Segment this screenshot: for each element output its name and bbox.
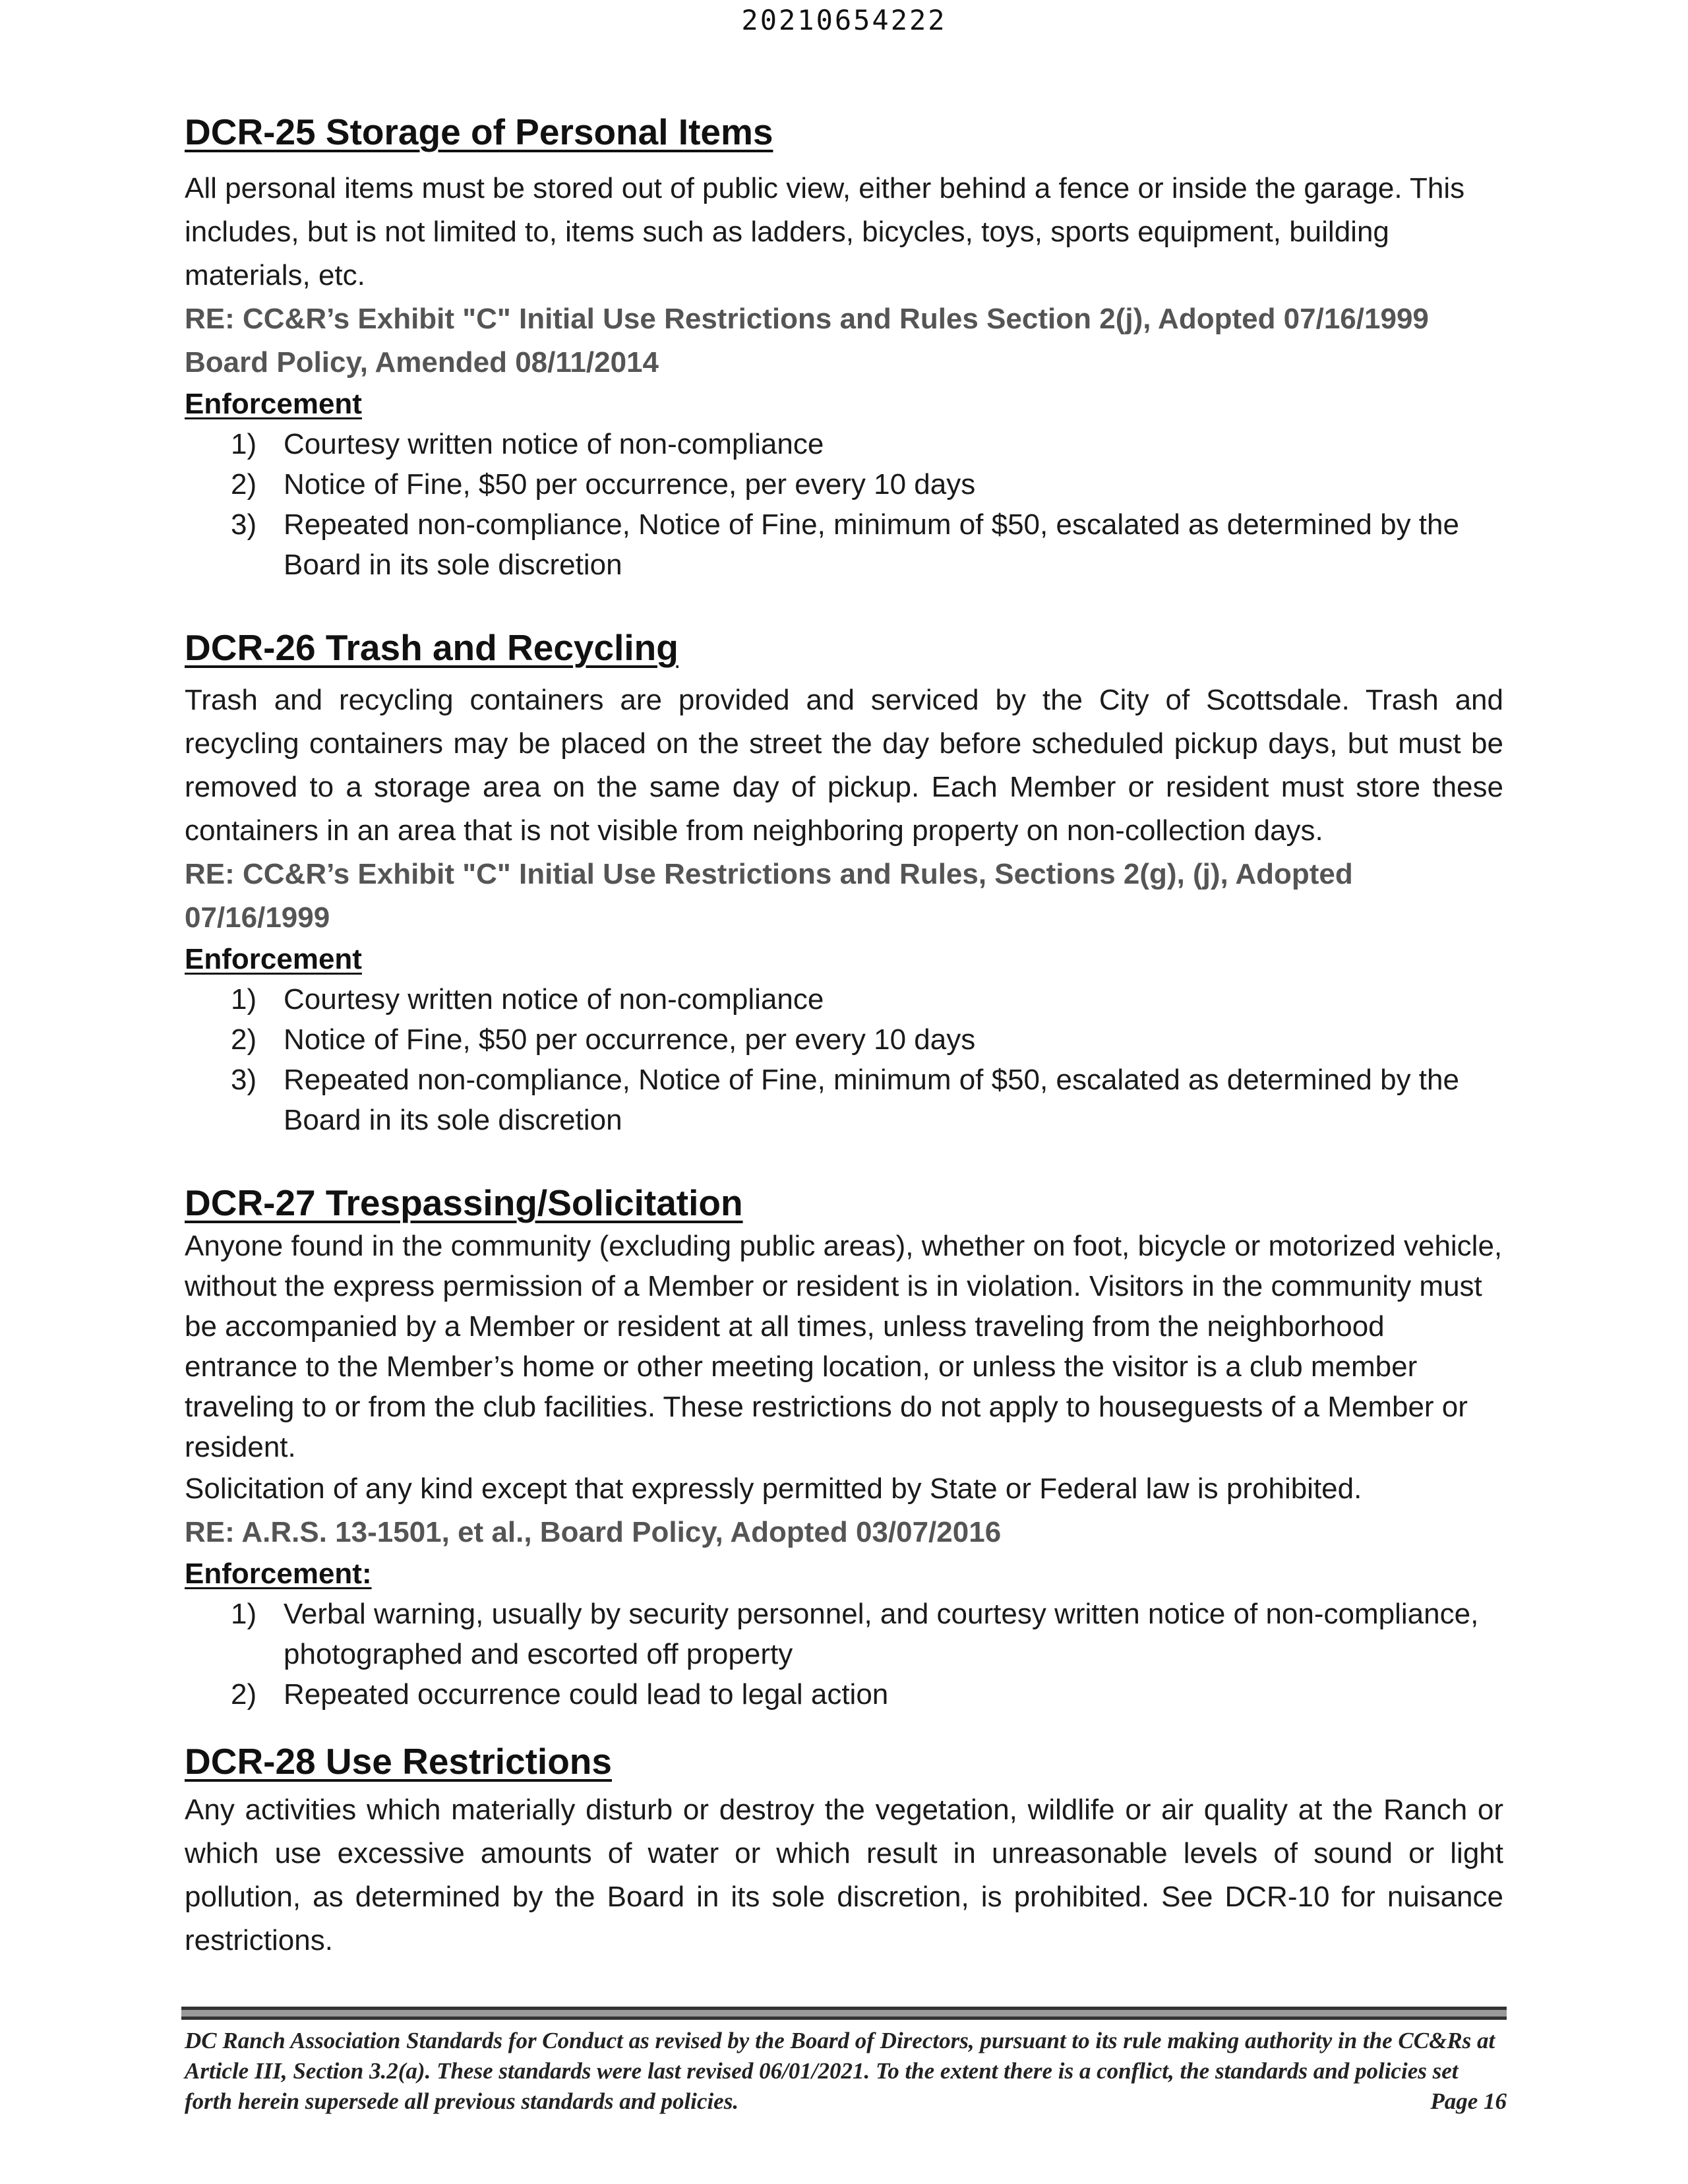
list-text: Courtesy written notice of non-compliance: [284, 983, 824, 1016]
section-paragraph: Trash and recycling containers are provided and serviced by the City of Scottsdale. Trash and recycling containers may be placed on the street the day before scheduled pickup days, but must be removed to a storage area on the same day of pickup. Each Member or resident must store these containers in an area that is not visible from neighboring property on non-collection days.: [185, 684, 1503, 847]
section-paragraph: All personal items must be stored out of public view, either behind a fence or inside the garage. This includes, but is not limited to, items such as ladders, bicycles, toys, sports equipment, building materials, etc.: [185, 172, 1465, 291]
list-item: [231, 979, 1503, 1019]
footer-text: DC Ranch Association Standards for Conduct as revised by the Board of Directors, pursuant to its rule making authority in the CC&Rs at Article III, Section 3.2(a). These standards were last revised 06/01/2021. To the extent there is a conflict, the standards and policies set forth herein supersede all previous standards and policies.: [185, 2028, 1495, 2114]
document-number: 20210654222: [741, 4, 947, 36]
enforcement-heading: Enforcement: [185, 943, 362, 975]
list-number: 1): [231, 1598, 257, 1630]
section-paragraph: Solicitation of any kind except that expressly permitted by State or Federal law is prohibited.: [185, 1472, 1362, 1505]
list-item: [231, 1674, 1503, 1714]
section-title: DCR-28 Use Restrictions: [185, 1741, 612, 1782]
list-number: 2): [231, 1678, 257, 1711]
list-text: Courtesy written notice of non-compliance: [284, 428, 824, 460]
list-item: [231, 504, 1503, 585]
list-item: [231, 1060, 1503, 1140]
list-number: 3): [231, 508, 257, 541]
enforcement-list: [185, 424, 1503, 585]
list-item: [231, 464, 1503, 504]
list-number: 1): [231, 428, 257, 460]
page-content: [185, 109, 1503, 1962]
section-paragraph: Any activities which materially disturb or destroy the vegetation, wildlife or air quality at the Ranch or which use excessive amounts of water or which result in unreasonable levels of sound or light pollution, as determined by the Board in its sole discretion, is prohibited. See DCR-10 for nuisance restrictions.: [185, 1794, 1503, 1957]
list-number: 3): [231, 1064, 257, 1096]
list-text: Repeated occurrence could lead to legal action: [284, 1678, 889, 1711]
list-number: 2): [231, 468, 257, 501]
list-item: [231, 1019, 1503, 1060]
section-dcr-27: [185, 1180, 1503, 1714]
reference-line: RE: A.R.S. 13-1501, et al., Board Policy, Adopted 03/07/2016: [185, 1516, 1002, 1548]
section-dcr-25: [185, 109, 1503, 585]
list-text: Repeated non-compliance, Notice of Fine, minimum of $50, escalated as determined by the Board in its sole discretion: [284, 508, 1459, 581]
reference-line: Board Policy, Amended 08/11/2014: [185, 346, 659, 379]
list-text: Verbal warning, usually by security personnel, and courtesy written notice of non-compliance, photographed and escorted off property: [284, 1598, 1479, 1670]
reference-line: RE: CC&R’s Exhibit "C" Initial Use Restrictions and Rules Section 2(j), Adopted 07/16/1999: [185, 303, 1429, 335]
list-item: [231, 1594, 1503, 1674]
section-dcr-26: [185, 624, 1503, 1140]
page-number: Page 16: [1430, 2088, 1507, 2114]
footer-divider: [181, 2007, 1507, 2020]
enforcement-heading: Enforcement: [185, 388, 362, 420]
section-title: DCR-27 Trespassing/Solicitation: [185, 1182, 743, 1223]
list-text: Notice of Fine, $50 per occurrence, per every 10 days: [284, 468, 976, 501]
section-paragraph: Anyone found in the community (excluding public areas), whether on foot, bicycle or motorized vehicle, without the express permission of a Member or resident is in violation. Visitors in the community must be accompanied by a Member or resident at all times, unless traveling from the neighborhood entrance to the Member’s home or other meeting location, or unless the visitor is a club member traveling to or from the club facilities. These restrictions do not apply to houseguests of a Member or resident.: [185, 1230, 1503, 1463]
enforcement-list: [185, 1594, 1503, 1714]
section-dcr-28: [185, 1738, 1503, 1962]
enforcement-list: [185, 979, 1503, 1140]
enforcement-heading: Enforcement:: [185, 1558, 372, 1590]
section-title: DCR-26 Trash and Recycling: [185, 627, 678, 668]
reference-line: RE: CC&R’s Exhibit "C" Initial Use Restrictions and Rules, Sections 2(g), (j), Adopted 07/16/1999: [185, 858, 1353, 934]
list-text: Repeated non-compliance, Notice of Fine, minimum of $50, escalated as determined by the Board in its sole discretion: [284, 1064, 1459, 1136]
list-item: [231, 424, 1503, 464]
list-number: 1): [231, 983, 257, 1016]
section-title: DCR-25 Storage of Personal Items: [185, 111, 773, 152]
page-footer: [185, 2026, 1507, 2117]
list-text: Notice of Fine, $50 per occurrence, per every 10 days: [284, 1023, 976, 1056]
list-number: 2): [231, 1023, 257, 1056]
